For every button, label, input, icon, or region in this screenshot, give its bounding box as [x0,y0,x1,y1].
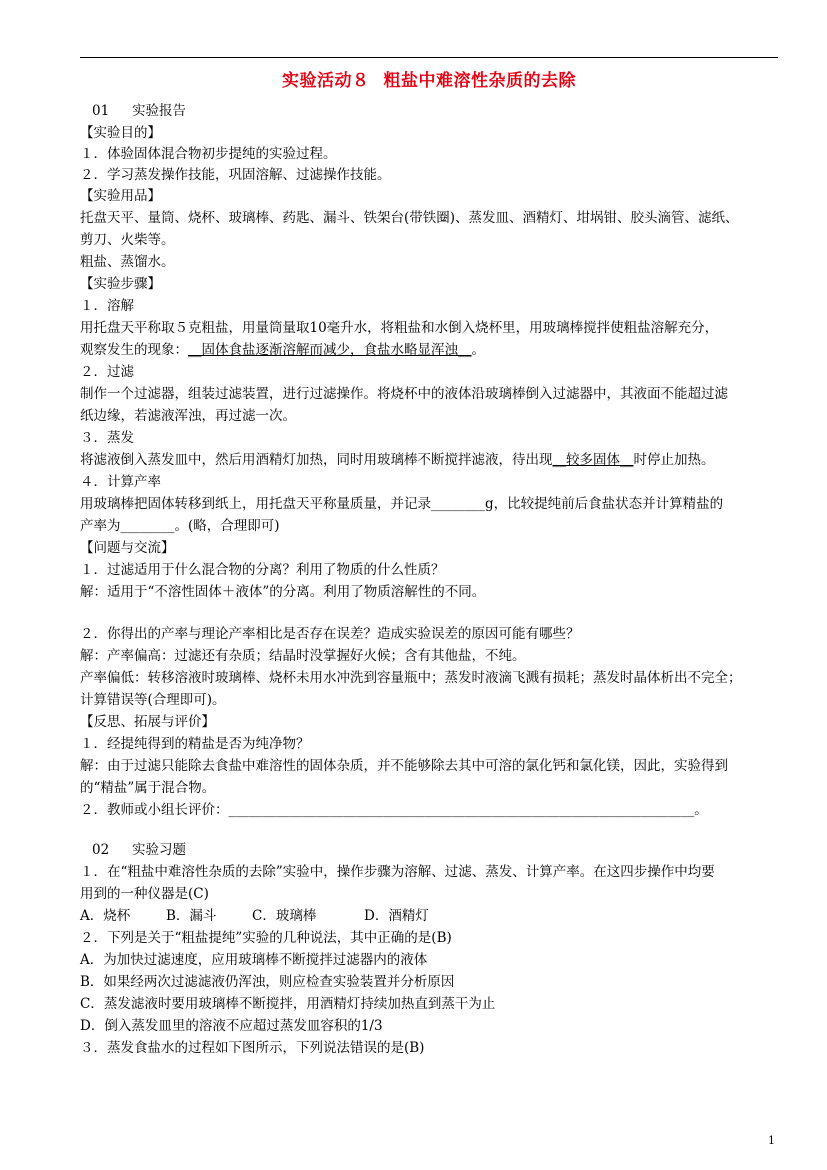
section-heading-exercises [92,840,792,860]
step-4-line-1: 用玻璃棒把固体转移到纸上，用托盘天平称量质量，并记录________g，比较提纯前后食盐状态并计算精盐的 [80,496,724,512]
step-1-line-2 [80,340,780,360]
section-label: 实验习题 [132,842,186,858]
step-1-answer: __固体食盐逐渐溶解而减少，食盐水略显浑浊__ [188,342,472,358]
exercise-2-option-a: A．为加快过滤速度，应用玻璃棒不断搅拌过滤器内的液体 [80,952,428,968]
question-1: １．过滤适用于什么混合物的分离？利用了物质的什么性质？ [80,562,445,578]
step-4-title: ４．计算产率 [80,474,161,490]
header-rule [80,57,778,58]
question-2: ２．你得出的产率与理论产率相比是否存在误差？造成实验误差的原因可能有哪些？ [80,626,580,642]
step-2-title: ２．过滤 [80,364,134,380]
exercise-2-question: ２．下列是关于“粗盐提纯”实验的几种说法，其中正确的是(B) [80,930,452,946]
step-2-line-1: 制作一个过滤器，组装过滤装置，进行过滤操作。将烧杯中的液体沿玻璃棒倒入过滤器中，其液面不能超过滤 [80,386,728,402]
exercise-1-option-b: B．漏斗 [166,908,217,924]
reflection-heading: 【反思、拓展与评价】 [80,714,215,730]
step-2-line-2: 纸边缘，若滤液浑浊，再过滤一次。 [80,408,296,424]
materials-line-3: 粗盐、蒸馏水。 [80,254,175,270]
exercise-2-option-c: C．蒸发滤液时要用玻璃棒不断搅拌，用酒精灯持续加热直到蒸干为止 [80,996,496,1012]
exercise-1-option-d: D．酒精灯 [364,908,429,924]
answer-1: 解：适用于“不溶性固体＋液体”的分离。利用了物质溶解性的不同。 [80,584,486,600]
step-3-answer: __较多固体__ [552,452,634,468]
step-3-line-1 [80,450,780,470]
reflection-question-2: ２．教师或小组长评价：_____________________________________________________________________。 [80,802,708,818]
exercise-1-line-2: 用到的一种仪器是(C) [80,886,209,902]
exercise-3-question: ３．蒸发食盐水的过程如下图所示，下列说法错误的是(B) [80,1040,425,1056]
step-3-end: 时停止加热。 [633,452,715,468]
title-sub: 粗盐中难溶性杂质的去除 [383,71,576,91]
reflection-answer-line-1: 解：由于过滤只能除去食盐中难溶性的固体杂质，并不能够除去其中可溶的氯化钙和氯化镁，因此，实验得到 [80,758,728,774]
step-3-prompt: 将滤液倒入蒸发皿中，然后用酒精灯加热，同时用玻璃棒不断搅拌滤液，待出现 [80,452,553,468]
exercise-2-option-b: B．如果经两次过滤滤液仍浑浊，则应检查实验装置并分析原因 [80,974,455,990]
materials-heading: 【实验用品】 [80,188,161,204]
step-1-prompt: 观察发生的现象： [80,342,188,358]
goal-heading: 【实验目的】 [80,125,161,141]
steps-heading: 【实验步骤】 [80,276,161,292]
materials-line-1: 托盘天平、量筒、烧杯、玻璃棒、药匙、漏斗、铁架台(带铁圈)、蒸发皿、酒精灯、坩埚钳、胶头滴管、滤纸、 [80,210,739,226]
step-4-line-2: 产率为________。(略，合理即可) [80,518,280,534]
step-3-title: ３．蒸发 [80,430,134,446]
goal-item-1: １．体验固体混合物初步提纯的实验过程。 [80,146,337,162]
reflection-answer-line-2: 的“精盐”属于混合物。 [80,780,216,796]
reflection-question-1: １．经提纯得到的精盐是否为纯净物？ [80,736,310,752]
step-1-line-1: 用托盘天平称取５克粗盐，用量筒量取10毫升水，将粗盐和水倒入烧杯里，用玻璃棒搅拌使粗盐溶解充分， [80,320,719,336]
exercise-1-option-a: A．烧杯 [80,908,131,924]
materials-line-2: 剪刀、火柴等。 [80,232,175,248]
section-heading-report [92,101,792,121]
exercise-1-options [80,906,780,926]
qa-heading: 【问题与交流】 [80,540,175,556]
page-title [80,66,778,91]
goal-item-2: ２．学习蒸发操作技能，巩固溶解、过滤操作技能。 [80,167,391,183]
section-label: 实验报告 [132,103,186,119]
answer-2-line-2: 产率偏低：转移溶液时玻璃棒、烧杯未用水冲洗到容量瓶中；蒸发时液滴飞溅有损耗；蒸发时晶体析出不完全； [80,670,742,686]
page-number: 1 [768,1134,775,1147]
section-number: 01 [92,103,110,119]
exercise-2-option-d: D．倒入蒸发皿里的溶液不应超过蒸发皿容积的1/3 [80,1018,383,1034]
answer-2-line-3: 计算错误等(合理即可)。 [80,692,226,708]
step-1-end: 。 [471,342,485,358]
step-1-title: １．溶解 [80,298,134,314]
title-main: 实验活动８ [282,71,370,91]
exercise-1-line-1: １．在“粗盐中难溶性杂质的去除”实验中，操作步骤为溶解、过滤、蒸发、计算产率。在这四步操作中均要 [80,864,715,880]
section-number: 02 [92,842,110,858]
exercise-1-option-c: C．玻璃棒 [252,908,317,924]
answer-2-line-1: 解：产率偏高：过滤还有杂质；结晶时没掌握好火候；含有其他盐，不纯。 [80,648,526,664]
